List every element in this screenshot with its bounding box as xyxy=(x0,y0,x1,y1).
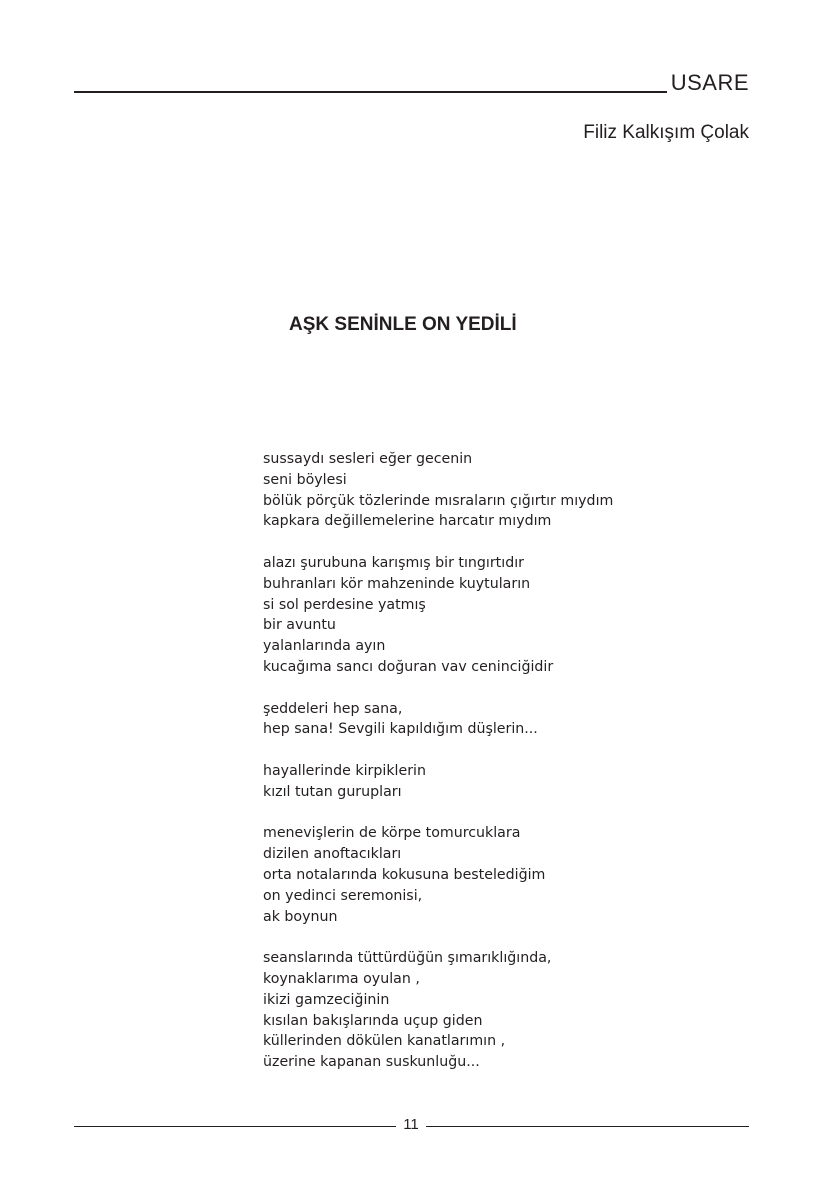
page-number: 11 xyxy=(403,1116,419,1133)
stanza xyxy=(263,823,613,927)
stanza xyxy=(263,761,613,803)
footer-rule-right xyxy=(426,1126,749,1127)
poem-line: şeddeleri hep sana, xyxy=(263,700,403,717)
poem-line: koynaklarıma oyulan , xyxy=(263,970,420,987)
header-rule xyxy=(74,91,667,93)
poem-line: hep sana! Sevgili kapıldığım düşlerin... xyxy=(263,721,538,738)
stanza xyxy=(263,948,613,1073)
poem-line: menevişlerin de körpe tomurcuklara xyxy=(263,825,521,842)
poem-line: ikizi gamzeciğinin xyxy=(263,991,390,1008)
magazine-name: USARE xyxy=(670,70,749,95)
poem-line: ak boynun xyxy=(263,908,338,925)
footer-rule-left xyxy=(74,1126,396,1127)
poem-line: üzerine kapanan suskunluğu... xyxy=(263,1054,480,1071)
poem-line: hayallerinde kirpiklerin xyxy=(263,762,426,779)
poem-line: yalanlarında ayın xyxy=(263,638,386,655)
poem-line: bir avuntu xyxy=(263,617,336,634)
poem-line: kısılan bakışlarında uçup giden xyxy=(263,1012,483,1029)
stanza xyxy=(263,699,613,741)
poem-body xyxy=(263,449,613,1094)
poem-line: küllerinden dökülen kanatlarımın , xyxy=(263,1033,506,1050)
poem-line: orta notalarında kokusuna bestelediğim xyxy=(263,866,546,883)
stanza xyxy=(263,553,613,678)
poem-line: bölük pörçük tözlerinde mısraların çığırtır mıydım xyxy=(263,492,614,509)
poem-line: kucağıma sancı doğuran vav ceninciğidir xyxy=(263,658,554,675)
poem-line: si sol perdesine yatmış xyxy=(263,596,426,613)
poem-line: seni böylesi xyxy=(263,471,347,488)
poem-line: dizilen anoftacıkları xyxy=(263,846,402,863)
poem-line: on yedinci seremonisi, xyxy=(263,887,423,904)
poem-line: kapkara değillemelerine harcatır mıydım xyxy=(263,513,552,530)
poem-line: sussaydı sesleri eğer gecenin xyxy=(263,451,473,467)
poem-title: AŞK SENİNLE ON YEDİLİ xyxy=(289,314,517,335)
stanza xyxy=(263,449,613,532)
author-name: Filiz Kalkışım Çolak xyxy=(583,122,749,143)
poem-line: alazı şurubuna karışmış bir tıngırtıdır xyxy=(263,554,524,571)
poem-line: buhranları kör mahzeninde kuytuların xyxy=(263,575,531,592)
poem-line: seanslarında tüttürdüğün şımarıklığında, xyxy=(263,950,552,967)
poem-line: kızıl tutan gurupları xyxy=(263,783,402,800)
